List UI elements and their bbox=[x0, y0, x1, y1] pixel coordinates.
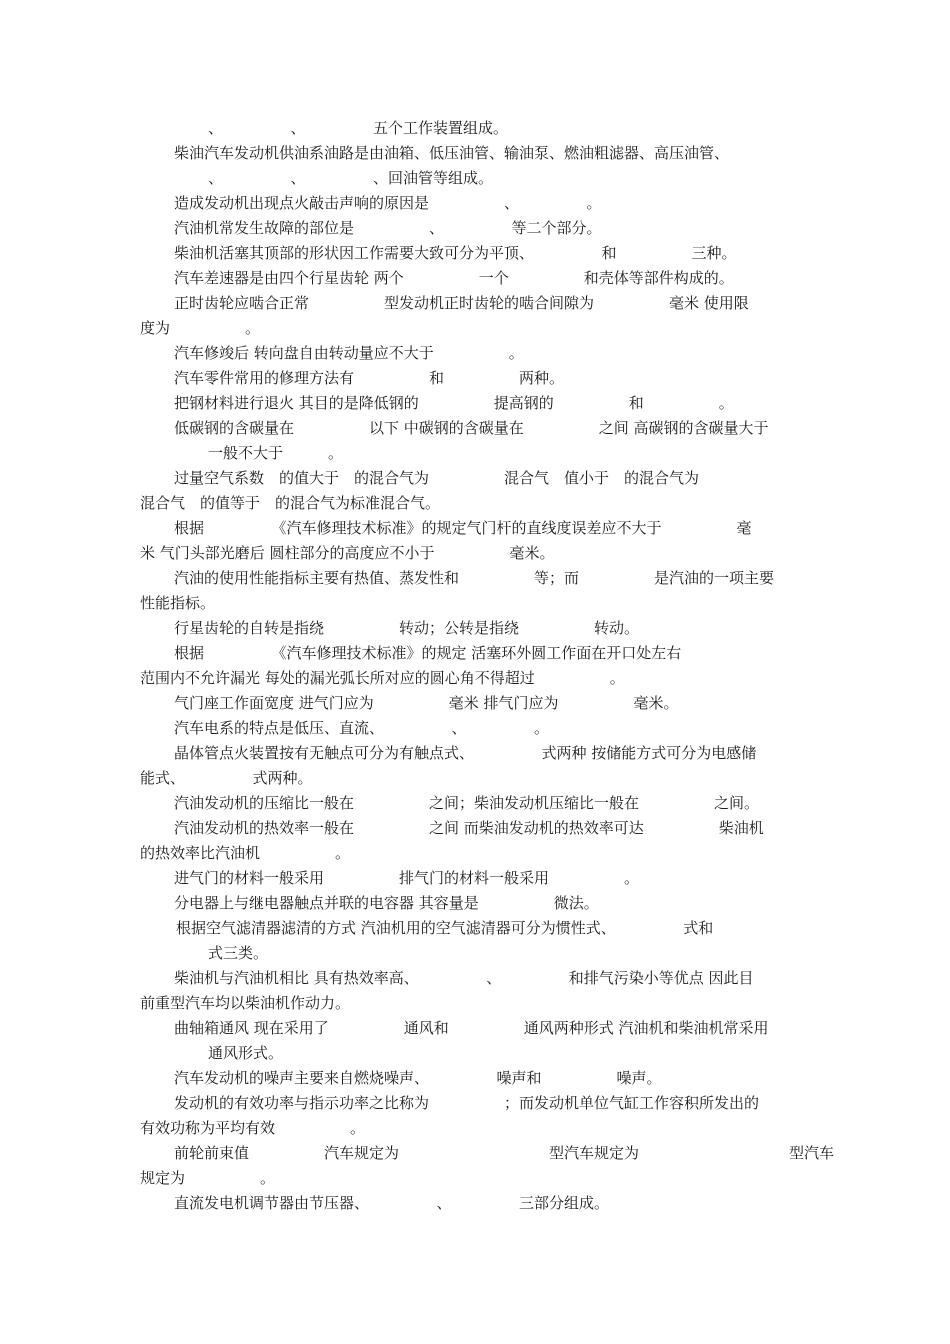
text-line: 前轮前束值 汽车规定为 型汽车规定为 型汽车 bbox=[174, 1144, 835, 1162]
text-line: 汽车差速器是由四个行星齿轮 两个 一个 和壳体等部件构成的。 bbox=[174, 269, 734, 287]
text-line: 过量空气系数 的值大于 的混合气为 混合气 值小于 的混合气为 bbox=[174, 469, 700, 487]
text-line: 进气门的材料一般采用 排气门的材料一般采用 。 bbox=[174, 869, 640, 887]
text-line: 行星齿轮的自转是指绕 转动；公转是指绕 转动。 bbox=[174, 619, 640, 637]
text-line: 根据空气滤清器滤清的方式 汽油机用的空气滤清器可分为惯性式、 式和 bbox=[176, 919, 714, 937]
text-line: 根据 《汽车修理技术标准》的规定气门杆的直线度误差应不大于 毫 bbox=[174, 519, 752, 537]
text-line: 式三类。 bbox=[208, 944, 269, 962]
text-line: 汽车发动机的噪声主要来自燃烧噪声、 噪声和 噪声。 bbox=[174, 1069, 662, 1087]
text-line: 直流发电机调节器由节压器、 、 三部分组成。 bbox=[174, 1194, 610, 1212]
text-line: 柴油机活塞其顶部的形状因工作需要大致可分为平顶、 和 三种。 bbox=[174, 244, 737, 262]
text-line: 汽油的使用性能指标主要有热值、蒸发性和 等；而 是汽油的一项主要 bbox=[174, 569, 775, 587]
text-line: 汽车电系的特点是低压、直流、 、 。 bbox=[174, 719, 550, 737]
text-line: 、 、 五个工作装置组成。 bbox=[208, 119, 509, 137]
text-line: 汽车零件常用的修理方法有 和 两种。 bbox=[174, 369, 565, 387]
text-line: 有效功称为平均有效 。 bbox=[140, 1119, 366, 1137]
text-line: 通风形式。 bbox=[208, 1044, 284, 1062]
text-line: 分电器上与继电器触点并联的电容器 其容量是 微法。 bbox=[174, 894, 599, 912]
text-line: 造成发动机出现点火敲击声响的原因是 、 。 bbox=[174, 194, 602, 212]
text-line: 曲轴箱通风 现在采用了 通风和 通风两种形式 汽油机和柴油机常采用 bbox=[174, 1019, 769, 1037]
text-line: 发动机的有效功率与指示功率之比称为 ；而发动机单位气缸工作容积所发出的 bbox=[174, 1094, 760, 1112]
text-line: 的热效率比汽油机 。 bbox=[140, 844, 351, 862]
text-line: 晶体管点火装置按有无触点可分为有触点式、 式两种 按储能方式可分为电感储 bbox=[174, 744, 757, 762]
text-line: 一般不大于 。 bbox=[208, 444, 344, 462]
text-line: 前重型汽车均以柴油机作动力。 bbox=[140, 994, 351, 1012]
text-line: 汽油发动机的压缩比一般在 之间；柴油发动机压缩比一般在 之间。 bbox=[174, 794, 760, 812]
text-line: 能式、 式两种。 bbox=[140, 769, 313, 787]
text-line: 汽油发动机的热效率一般在 之间 而柴油发动机的热效率可达 柴油机 bbox=[174, 819, 764, 837]
text-line: 、 、 、回油管等组成。 bbox=[208, 169, 494, 187]
text-line: 汽油机常发生故障的部位是 、 等二个部分。 bbox=[174, 219, 602, 237]
text-line: 度为 。 bbox=[140, 319, 261, 337]
text-line: 正时齿轮应啮合正常 型发动机正时齿轮的啮合间隙为 毫米 使用限 bbox=[174, 294, 749, 312]
text-line: 把钢材料进行退火 其目的是降低钢的 提高钢的 和 。 bbox=[174, 394, 734, 412]
text-line: 低碳钢的含碳量在 以下 中碳钢的含碳量在 之间 高碳钢的含碳量大于 bbox=[174, 419, 769, 437]
text-line: 规定为 。 bbox=[140, 1169, 276, 1187]
text-line: 性能指标。 bbox=[140, 594, 216, 612]
text-line: 范围内不允许漏光 每处的漏光弧长所对应的圆心角不得超过 。 bbox=[140, 669, 625, 687]
text-line: 气门座工作面宽度 进气门应为 毫米 排气门应为 毫米。 bbox=[174, 694, 679, 712]
text-line: 汽车修竣后 转向盘自由转动量应不大于 。 bbox=[174, 344, 524, 362]
text-line: 柴油汽车发动机供油系油路是由油箱、低压油管、输油泵、燃油粗滤器、高压油管、 bbox=[174, 144, 730, 162]
text-line: 米 气门头部光磨后 圆柱部分的高度应不小于 毫米。 bbox=[140, 544, 555, 562]
text-line: 根据 《汽车修理技术标准》的规定 活塞环外圆工作面在开口处左右 bbox=[174, 644, 682, 662]
text-line: 柴油机与汽油机相比 具有热效率高、 、 和排气污染小等优点 因此目 bbox=[174, 969, 754, 987]
text-line: 混合气 的值等于 的混合气为标准混合气。 bbox=[140, 494, 441, 512]
